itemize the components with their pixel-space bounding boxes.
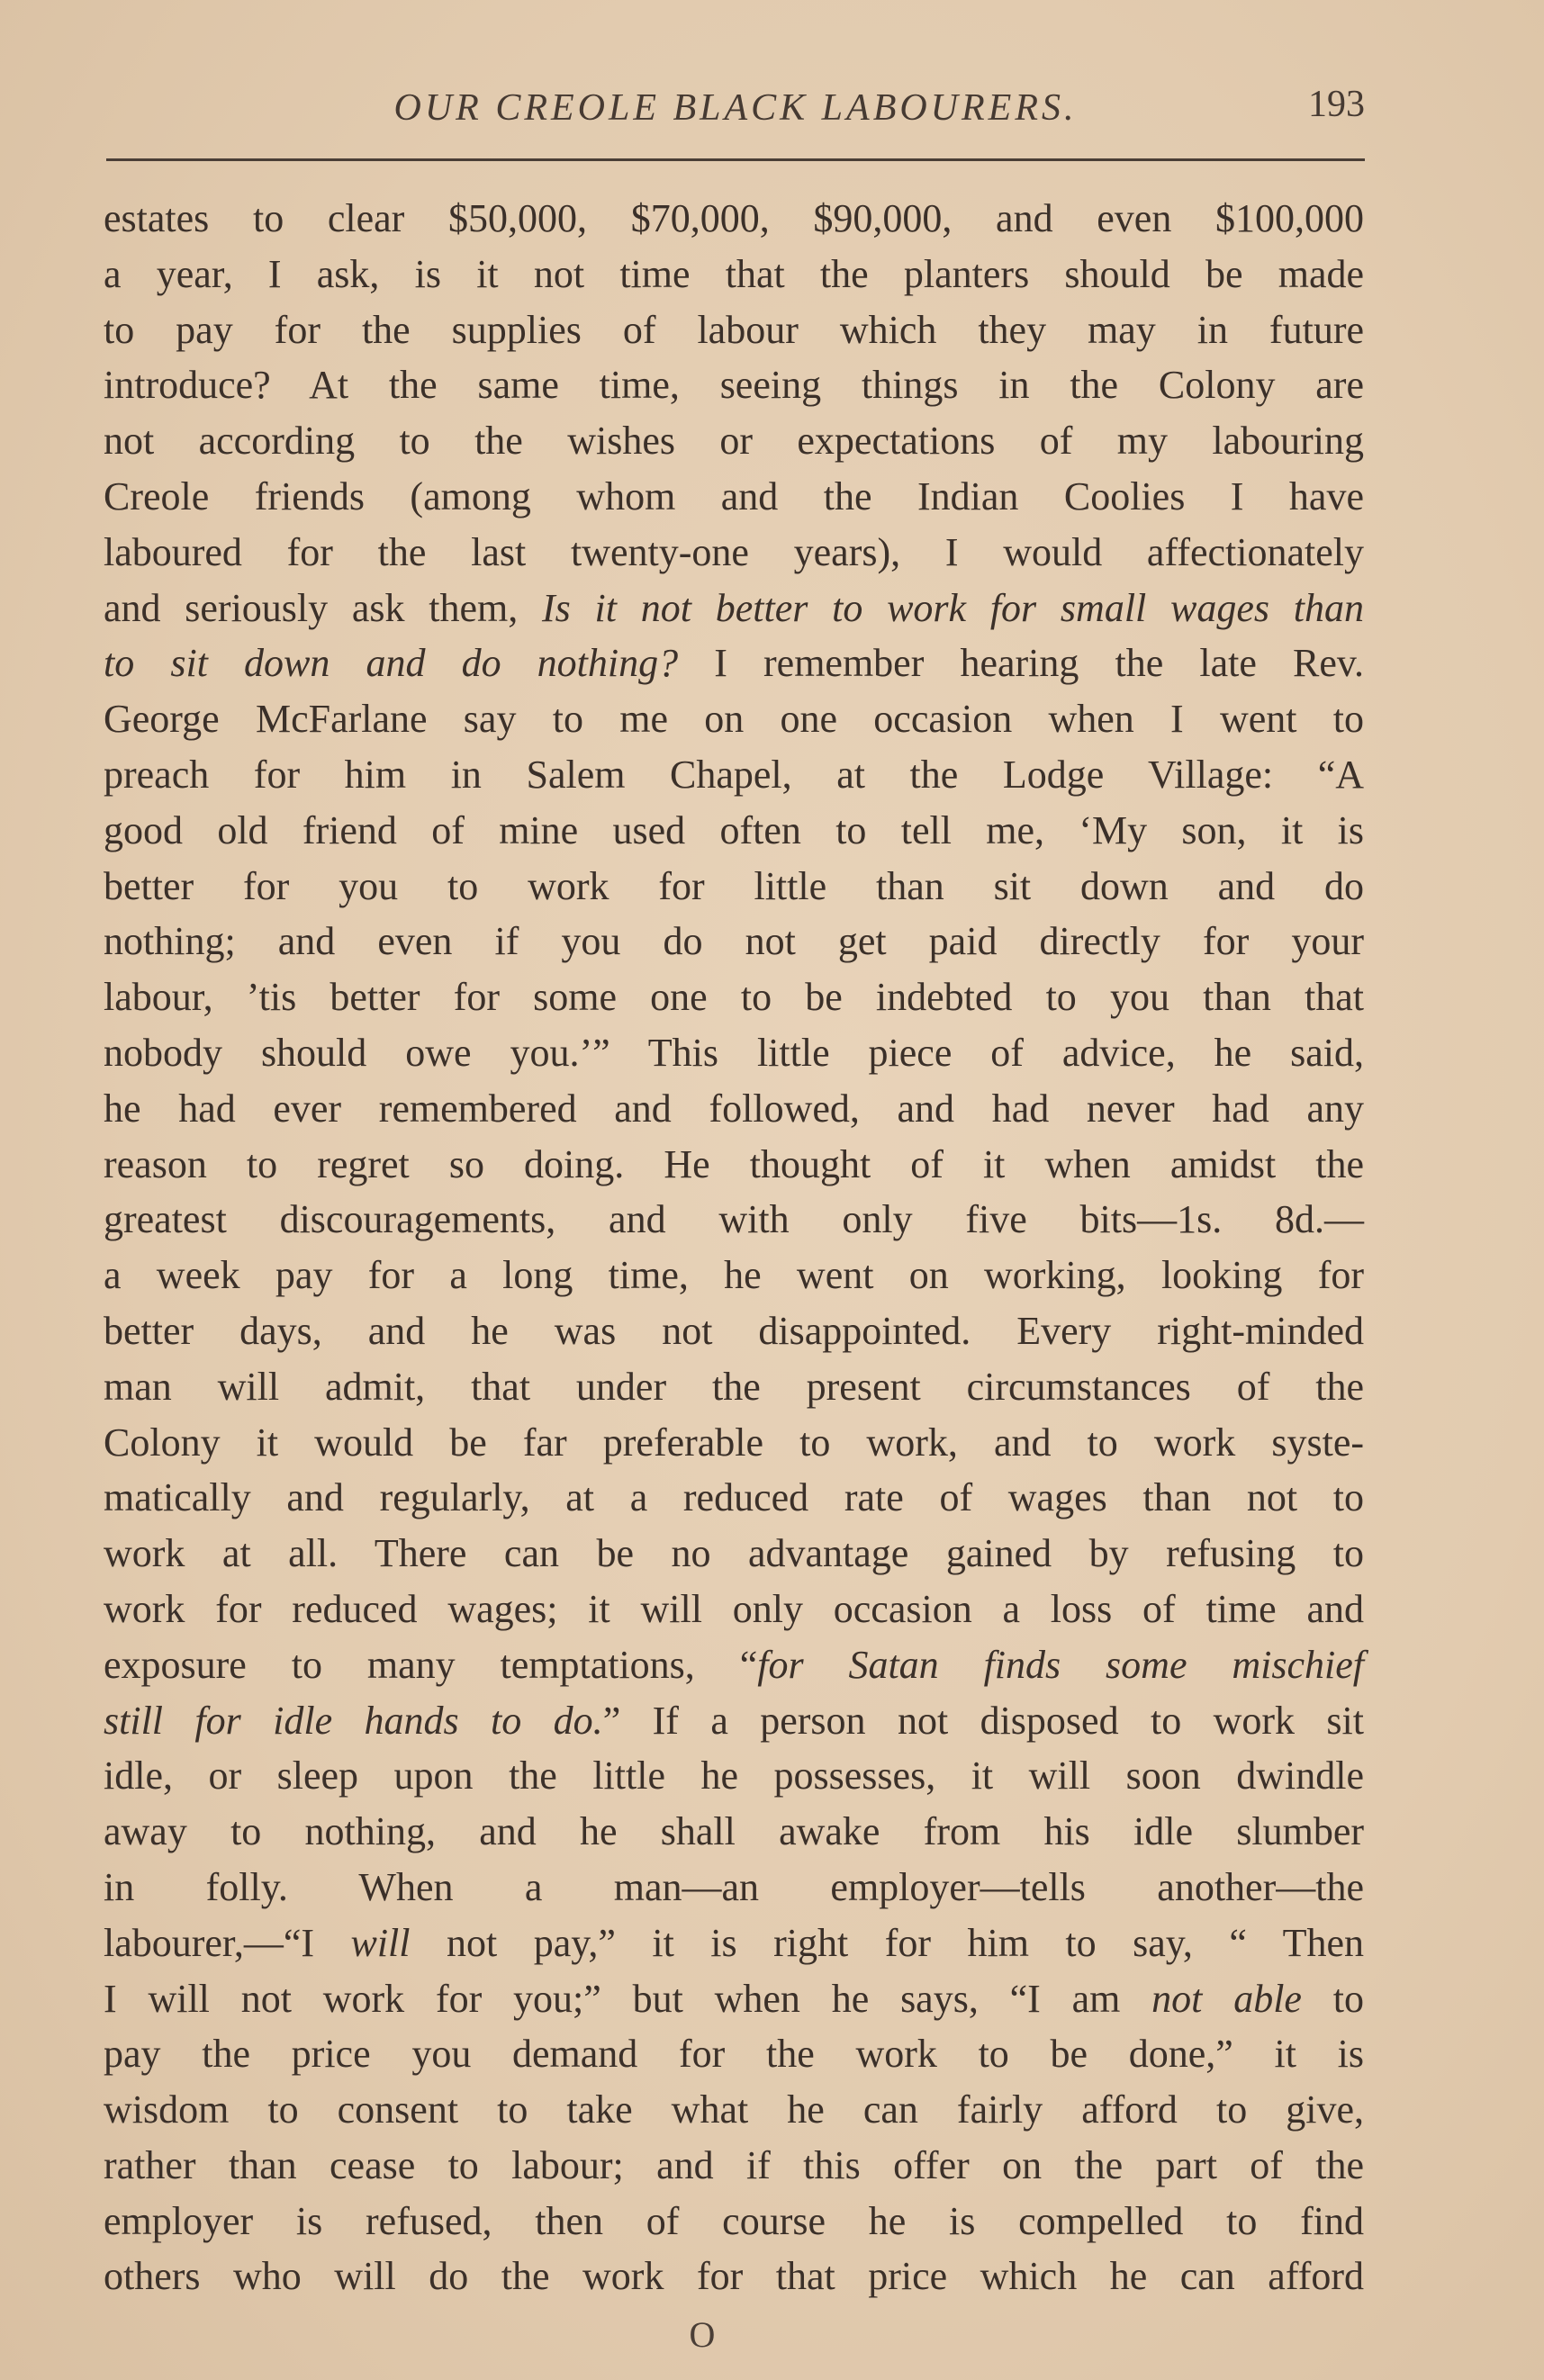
signature-mark: O: [689, 2314, 716, 2355]
text-segment: ” If a person not disposed to work sit: [602, 1698, 1364, 1743]
text-line: [104, 302, 1364, 358]
text-line: [104, 247, 1364, 302]
text-line: [104, 803, 1364, 859]
italic-segment: not able: [1151, 1976, 1302, 2021]
text-line: [104, 2082, 1364, 2138]
text-segment: introduce? At the same time, seeing things in the Colony are: [104, 363, 1364, 408]
text-segment: reason to regret so doing. He thought of it when amidst the: [104, 1141, 1364, 1186]
text-line: [104, 1137, 1364, 1193]
text-line: [104, 413, 1364, 469]
text-line: [104, 1582, 1364, 1637]
text-segment: not pay,” it is right for him to say, “ Then: [410, 1920, 1364, 1965]
text-line: [104, 525, 1364, 581]
text-line: [104, 2194, 1364, 2249]
text-line: [104, 1637, 1364, 1693]
text-line: [104, 969, 1364, 1025]
text-segment: wisdom to consent to take what he can fairly afford to give,: [104, 2087, 1364, 2132]
text-line: [104, 1081, 1364, 1137]
text-segment: nothing; and even if you do not get paid directly for your: [104, 919, 1364, 964]
text-segment: and seriously ask them,: [104, 585, 543, 630]
text-segment: to pay for the supplies of labour which they may in future: [104, 307, 1364, 352]
page-number: 193: [1308, 84, 1365, 125]
text-segment: preach for him in Salem Chapel, at the Lodge Village: “A: [104, 752, 1364, 797]
text-line: [104, 1025, 1364, 1081]
text-segment: rather than cease to labour; and if this offer on the part of the: [104, 2142, 1364, 2187]
text-segment: work for reduced wages; it will only occasion a loss of time and: [104, 1586, 1364, 1631]
text-segment: not according to the wishes or expectations of my labouring: [104, 419, 1364, 464]
text-segment: better days, and he was not disappointed. Every right-minded: [104, 1308, 1364, 1353]
text-line: [104, 191, 1364, 247]
body-text: [104, 191, 1364, 2304]
text-segment: I will not work for you;” but when he says, “I am not able to: [104, 1976, 1364, 2021]
text-segment: matically and regularly, at a reduced rate of wages than not to: [104, 1475, 1364, 1520]
text-line: [104, 1248, 1364, 1303]
text-segment: others who will do the work for that price which he can afford: [104, 2254, 1364, 2299]
text-line: [104, 859, 1364, 915]
text-line: [104, 1916, 1364, 1971]
text-segment: Creole friends (among whom and the Indian Coolies I have: [104, 473, 1364, 518]
italic-segment: still for idle hands to do.: [104, 1698, 603, 1743]
text-line: [104, 691, 1364, 747]
running-head: [106, 86, 1365, 140]
italic-segment: for Satan finds some mischief: [757, 1642, 1364, 1687]
text-line: [104, 914, 1364, 969]
text-line: [104, 1359, 1364, 1415]
header-rule: [106, 158, 1365, 161]
text-segment: laboured for the last twenty-one years), I would affectionately: [104, 529, 1364, 574]
text-segment: labourer,—“I: [104, 1920, 351, 1965]
text-line: [104, 1971, 1364, 2027]
text-segment: labour, ’tis better for some one to be indebted to you than that: [104, 975, 1364, 1020]
text-segment: a week pay for a long time, he went on working, looking for: [104, 1253, 1364, 1298]
text-segment: pay the price you demand for the work to be done,” it is: [104, 2032, 1364, 2077]
text-segment: idle, or sleep upon the little he possesses, it will soon dwindle: [104, 1753, 1364, 1799]
text-segment: nobody should owe you.’” This little piece of advice, he said,: [104, 1030, 1364, 1075]
text-segment: better for you to work for little than sit down and do: [104, 863, 1364, 908]
text-segment: George McFarlane say to me on one occasion when I went to: [104, 697, 1364, 742]
text-segment: Colony it would be far preferable to work, and to work syste-: [104, 1420, 1364, 1465]
text-line: [104, 1470, 1364, 1526]
text-segment: I remember hearing the late Rev.: [678, 641, 1364, 686]
text-line: [104, 2026, 1364, 2082]
text-line: [104, 1804, 1364, 1860]
text-segment: greatest discouragements, and with only five bits—1s. 8d.—: [104, 1197, 1364, 1242]
italic-segment: Is it not better to work for small wages than: [542, 585, 1364, 630]
text-segment: in folly. When a man—an employer—tells another—the: [104, 1864, 1364, 1909]
text-line: [104, 2138, 1364, 2194]
text-line: [104, 1748, 1364, 1804]
text-line: [104, 581, 1364, 636]
text-segment: away to nothing, and he shall awake from his idle slumber: [104, 1809, 1364, 1854]
text-segment: work at all. There can be no advantage gained by refusing to: [104, 1531, 1364, 1576]
text-segment: estates to clear $50,000, $70,000, $90,000, and even $100,000: [104, 196, 1364, 240]
text-line: [104, 1415, 1364, 1471]
text-segment: he had ever remembered and followed, and had never had any: [104, 1086, 1364, 1131]
text-segment: exposure to many temptations, “: [104, 1642, 758, 1687]
text-line: [104, 1526, 1364, 1582]
text-line: [104, 1192, 1364, 1248]
text-segment: employer is refused, then of course he is compelled to find: [104, 2198, 1364, 2243]
italic-segment: will: [350, 1920, 411, 1965]
text-segment: good old friend of mine used often to tell me, ‘My son, it is: [104, 807, 1364, 852]
running-title: OUR CREOLE BLACK LABOURERS.: [393, 87, 1078, 129]
text-line: [104, 469, 1364, 525]
text-line: [104, 747, 1364, 803]
text-line: [104, 1860, 1364, 1916]
italic-segment: to sit down and do nothing?: [104, 641, 679, 686]
text-line: [104, 1303, 1364, 1359]
text-line: [104, 357, 1364, 413]
text-line: [104, 636, 1364, 691]
text-segment: a year, I ask, is it not time that the planters should be made: [104, 251, 1364, 296]
text-line: [104, 1693, 1364, 1749]
text-segment: man will admit, that under the present circumstances of the: [104, 1364, 1364, 1409]
text-line: [104, 2249, 1364, 2304]
